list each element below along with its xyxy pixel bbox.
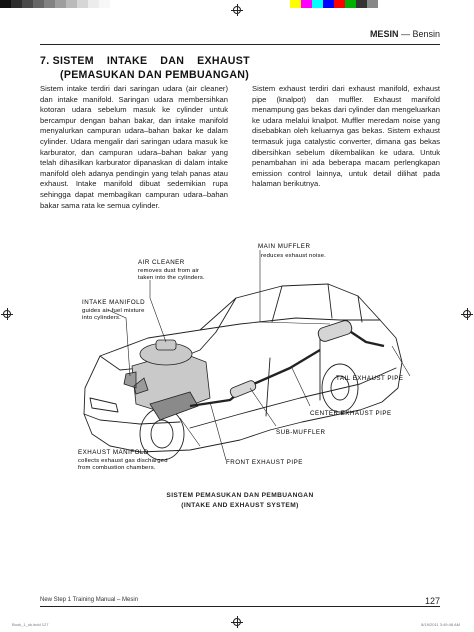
intake-exhaust-diagram (40, 238, 440, 500)
car-door-line (266, 338, 320, 416)
grey-swatch (11, 0, 22, 8)
car-headlight (90, 398, 118, 412)
callout-sub-muffler: SUB-MUFFLER (276, 429, 326, 436)
grey-swatch (77, 0, 88, 8)
callout-exhaust-manifold-desc2: from combustion chambers. (78, 465, 156, 471)
page-number: 127 (424, 596, 440, 606)
tail-exhaust-pipe (348, 330, 384, 346)
callout-intake-manifold-name: INTAKE MANIFOLD (82, 299, 146, 306)
caption-line1: SISTEM PEMASUKAN DAN PEMBUANGAN (166, 492, 314, 499)
section-title (40, 55, 260, 82)
section-title-line1: 7. SISTEM INTAKE DAN EXHAUST (40, 55, 250, 67)
callout-main-muffler-desc: reduces exhaust noise. (261, 253, 326, 259)
right-column-paragraph: Sistem exhaust terdiri dari exhaust manifold, exhaust pipe (knalpot) dan muffler. Exhaust manifold menampung gas bekas dari cylinder dan mengeluarkan ke udara melalui knalpot. Muffler meredam noise yang disebabkan oleh keluarnya gas bekas. Sistem exhaust termasuk juga catalystic converter, dimana gas bekas dibersihkan sebelum dikembalikan ke udara. Untuk penambahan ini ada beberapa macam perlengkapan emission control lainnya, untuk detail dilihat pada halaman berikutnya. (252, 84, 440, 189)
grey-swatch (22, 0, 33, 8)
header-subchapter: Bensin (412, 29, 440, 39)
header-chapter: MESIN (369, 29, 399, 39)
registration-mark-icon (231, 4, 243, 16)
section-title-line2: (PEMASUKAN DAN PEMBUANGAN) (60, 68, 250, 81)
callout-intake-manifold-desc1: guides air-fuel mixture (82, 308, 145, 314)
left-column-paragraph: Sistem intake terdiri dari saringan udara (air cleaner) dan intake manifold. Saringan udara membersihkan kotoran udara sebelum masuk ke cylinder untuk bercampur dengan bahan bakar, dan intake manifold menyalurkan campuran udara–bahan bakar ke dalam cylinder. Udara mengalir dari saringan udara masuk ke karburator, dan campuran udara–bahan bakar yang telah dihasilkan karburator dipanaskan di dalam intake manifold oleh adanya pendingin yang telah panas atau exhaust. Intake manifold dibuat sedemikian rupa sehingga dapat membagikan campuran udara–bahan bakar sama rata ke semua cylinder. (40, 84, 228, 210)
print-slug-date: 8/19/2011 3:49:48 AM (421, 622, 460, 627)
footer-rule (40, 606, 440, 607)
callout-air-cleaner-desc1: removes dust from air (138, 268, 200, 274)
callout-front-exhaust-pipe: FRONT EXHAUST PIPE (226, 459, 303, 466)
header-rule (40, 44, 440, 45)
registration-mark-icon (1, 308, 13, 320)
grey-swatch (44, 0, 55, 8)
color-swatch (367, 0, 378, 8)
callout-center-exhaust-pipe: CENTER EXHAUST PIPE (310, 410, 392, 417)
grey-swatch (99, 0, 110, 8)
callout-air-cleaner-name: AIR CLEANER (138, 259, 185, 266)
callout-air-cleaner-desc2: taken into the cylinders. (138, 275, 205, 281)
grey-swatch (55, 0, 66, 8)
color-swatch (323, 0, 334, 8)
diagram-caption (140, 491, 340, 511)
caption-line2: (INTAKE AND EXHAUST SYSTEM) (181, 502, 299, 509)
color-swatch (301, 0, 312, 8)
color-swatch (334, 0, 345, 8)
color-swatch (290, 0, 301, 8)
grey-calibration-bar (0, 0, 110, 8)
footer-manual-title: New Step 1 Training Manual – Mesin (40, 597, 139, 603)
header-separator: — (398, 29, 413, 39)
rear-wheel (322, 364, 358, 412)
registration-mark-icon (231, 616, 243, 628)
color-swatch (345, 0, 356, 8)
main-muffler (317, 319, 354, 343)
registration-mark-icon (461, 308, 473, 320)
sub-muffler (229, 379, 257, 398)
print-slug-file: Book_1_ok.indd 127 (12, 622, 49, 627)
running-header (370, 29, 440, 39)
color-calibration-bar (290, 0, 378, 8)
color-swatch (356, 0, 367, 8)
grey-swatch (66, 0, 77, 8)
grey-swatch (33, 0, 44, 8)
grey-swatch (88, 0, 99, 8)
front-wheel-rim (151, 420, 173, 448)
callout-exhaust-manifold-desc1: collects exhaust gas discharged (78, 458, 168, 464)
grey-swatch (0, 0, 11, 8)
callout-intake-manifold-desc2: into cylinders. (82, 315, 122, 321)
color-swatch (312, 0, 323, 8)
callout-tail-exhaust-pipe: TAIL EXHAUST PIPE (336, 375, 404, 382)
car-roof-line (200, 318, 380, 330)
callout-exhaust-manifold-name: EXHAUST MANIFOLD (78, 449, 149, 456)
callout-main-muffler-name: MAIN MUFFLER (258, 243, 311, 250)
